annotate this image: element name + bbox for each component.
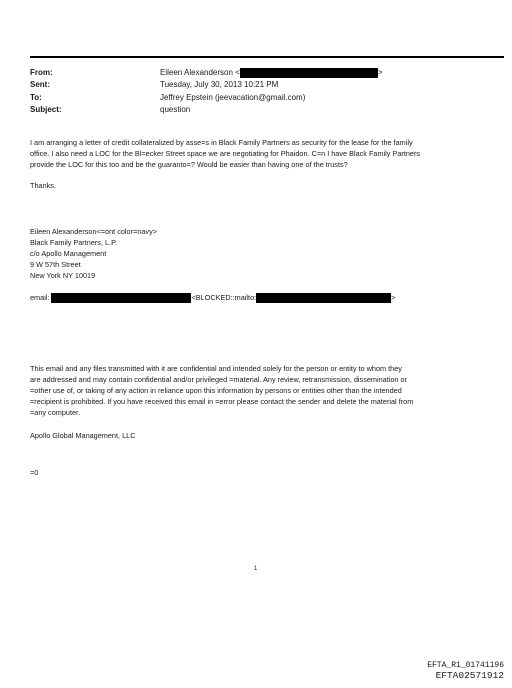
blocked-mailto: <BLOCKED::mailto: bbox=[191, 293, 257, 302]
message-body bbox=[30, 137, 420, 170]
from-name: Eileen Alexanderson < bbox=[160, 68, 240, 77]
bates-number-secondary: EFTA02571912 bbox=[435, 670, 504, 681]
signature-block bbox=[30, 226, 157, 281]
signature-line: Black Family Partners, L.P. bbox=[30, 238, 118, 248]
from-label: From: bbox=[30, 68, 53, 77]
disclaimer-line: =any computer. bbox=[30, 408, 81, 417]
subject-row bbox=[30, 104, 383, 116]
sent-value: Tuesday, July 30, 2013 10:21 PM bbox=[160, 80, 279, 90]
to-label: To: bbox=[30, 92, 42, 102]
redaction-box bbox=[256, 293, 391, 303]
sent-row bbox=[30, 79, 383, 91]
confidentiality-disclaimer bbox=[30, 363, 413, 418]
disclaimer-line: This email and any files transmitted with it are confidential and intended solely for the person or entity to whom they bbox=[30, 364, 402, 373]
from-row bbox=[30, 67, 383, 79]
redaction-box bbox=[240, 68, 378, 78]
signature-line: Eileen Alexanderson<=ont color=navy> bbox=[30, 227, 157, 236]
sent-label: Sent: bbox=[30, 80, 50, 90]
trailer-text: =0 bbox=[30, 468, 39, 477]
thanks-text: Thanks. bbox=[30, 181, 56, 190]
bates-stamp bbox=[427, 661, 504, 681]
body-line: office. I also need a LOC for the Bl=ecker Street space we are negotiating for Phaidon. C=n I have Black Family Partners bbox=[30, 149, 421, 158]
from-value bbox=[160, 67, 383, 79]
disclaimer-line: =recipient is prohibited. If you have received this email in =error please contact the sender and delete the material from bbox=[30, 397, 414, 406]
blocked-close: > bbox=[391, 293, 396, 302]
bates-number-primary: EFTA_R1_01741196 bbox=[427, 661, 504, 670]
disclaimer-line: are addressed and may contain confidential and/or privileged =material. Any review, retransmission, dissemination or bbox=[30, 375, 408, 384]
email-label: email: bbox=[30, 293, 50, 302]
company-name: Apollo Global Management, LLC bbox=[30, 431, 136, 440]
email-line bbox=[30, 292, 395, 303]
header-rule bbox=[30, 56, 504, 58]
to-value: Jeffrey Epstein (jeevacation@gmail.com) bbox=[160, 92, 306, 102]
body-line: I am arranging a letter of credit collateralized by asse=s in Black Family Partners as security for the lease for the family bbox=[30, 138, 413, 147]
signature-line: c/o Apollo Management bbox=[30, 249, 107, 259]
signature-line: New York NY 10019 bbox=[30, 271, 96, 281]
to-row bbox=[30, 92, 383, 104]
signature-line: 9 W 57th Street bbox=[30, 260, 81, 270]
disclaimer-line: =other use of, or taking of any action in reliance upon this information by persons or entities other than the intended bbox=[30, 386, 402, 395]
redaction-box bbox=[51, 293, 191, 303]
email-header bbox=[30, 67, 383, 116]
page-number: 1 bbox=[254, 566, 258, 572]
body-line: provide the LOC for this too and be the guaranto=? Would be easier than having one of the trusts? bbox=[30, 160, 348, 169]
from-close: > bbox=[377, 68, 383, 77]
subject-value: question bbox=[160, 104, 191, 114]
subject-label: Subject: bbox=[30, 104, 62, 114]
